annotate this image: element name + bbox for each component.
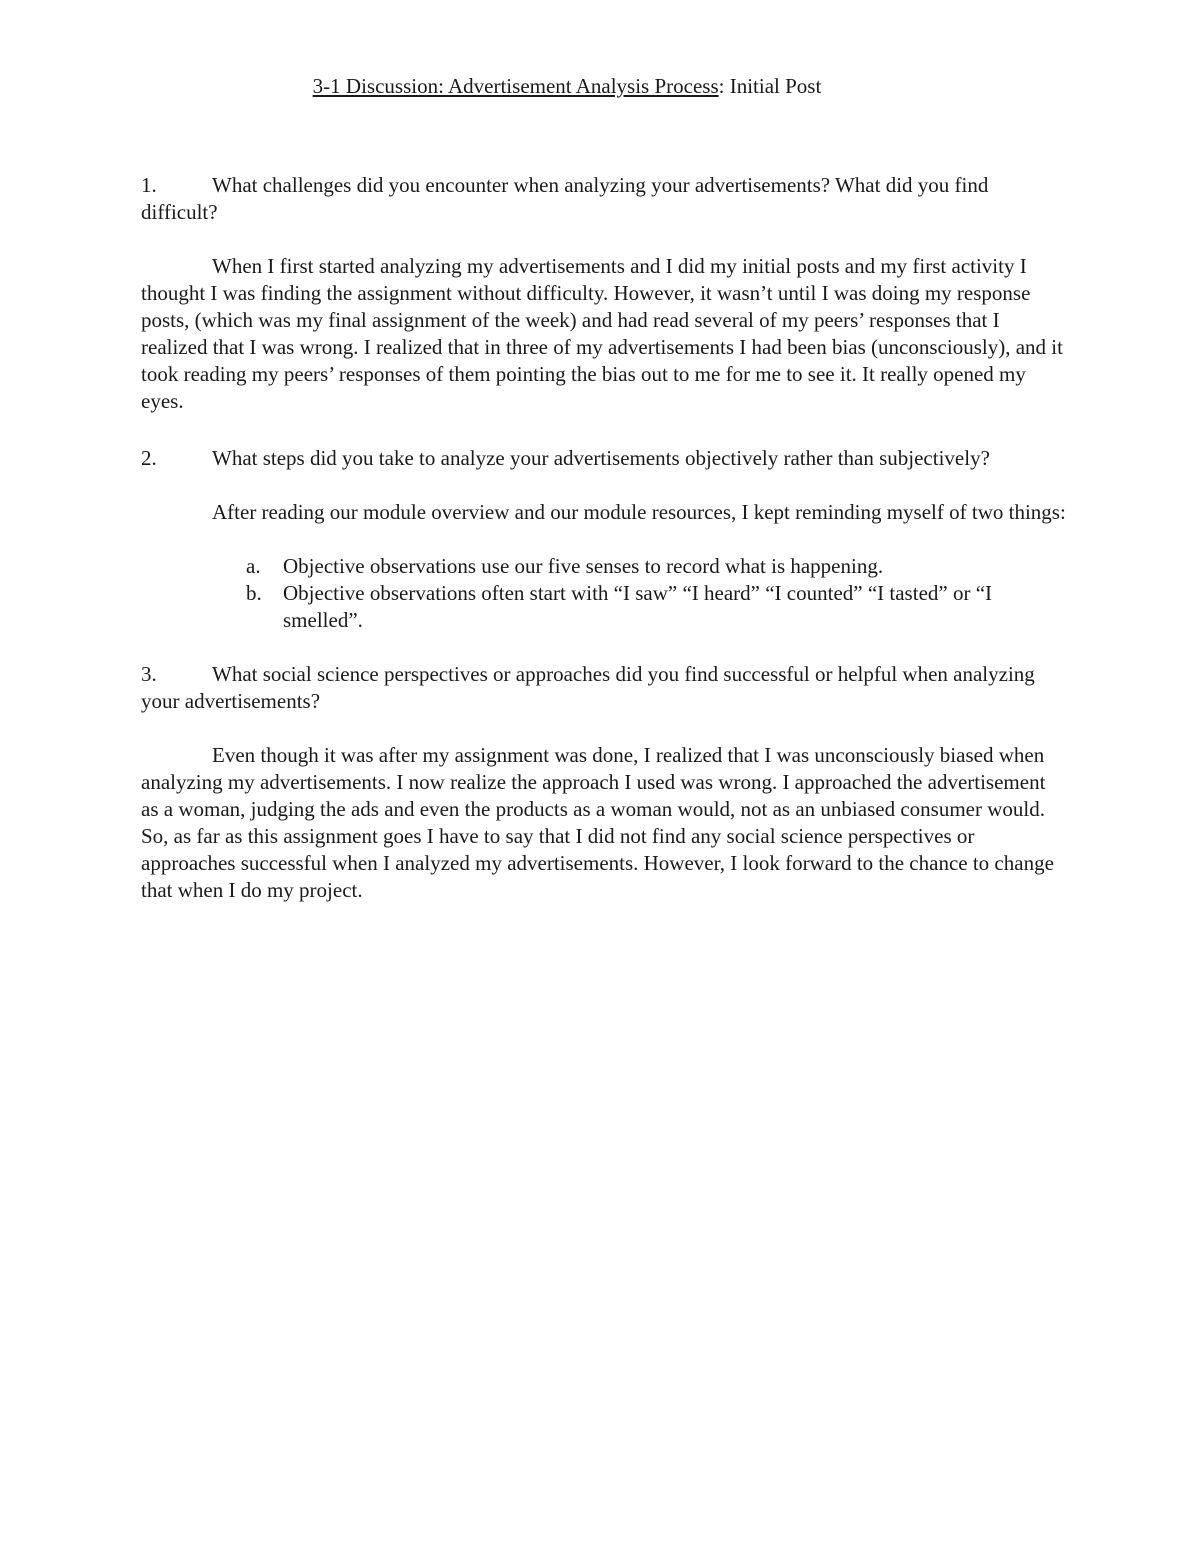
answer-2: After reading our module overview and our module resources, I kept reminding myself of two things: (212, 500, 1066, 524)
question-1 (141, 172, 1066, 226)
list-item (246, 553, 1066, 580)
document-body (141, 172, 1066, 904)
question-3 (141, 661, 1066, 715)
question-2 (141, 445, 1066, 472)
list-item-marker: a. (246, 554, 261, 578)
document-title (0, 72, 1134, 100)
list-item (246, 580, 1066, 634)
question-2-number: 2. (141, 446, 157, 470)
question-3-number: 3. (141, 662, 157, 686)
list-item-text: Objective observations use our five senses to record what is happening. (283, 554, 884, 578)
question-3-text: What social science perspectives or approaches did you find successful or helpful when analyzing your advertisements? (141, 662, 1035, 713)
question-1-number: 1. (141, 173, 157, 197)
title-suffix: : Initial Post (718, 74, 822, 98)
list-item-text: Objective observations often start with “I saw” “I heard” “I counted” “I tasted” or “I smelled”. (283, 581, 993, 632)
question-2-text: What steps did you take to analyze your advertisements objectively rather than subjectively? (212, 446, 990, 470)
list-item-marker: b. (246, 581, 262, 605)
answer-3: Even though it was after my assignment was done, I realized that I was unconsciously biased when analyzing my advertisements. I now realize the approach I used was wrong. I approached the advertisement as a woman, judging the ads and even the products as a woman would, not as an unbiased consumer would. So, as far as this assignment goes I have to say that I did not find any social science perspectives or approaches successful when I analyzed my advertisements. However, I look forward to the chance to change that when I do my project. (141, 743, 1054, 902)
answer-1: When I first started analyzing my advertisements and I did my initial posts and my first activity I thought I was finding the assignment without difficulty. However, it wasn’t until I was doing my response posts, (which was my final assignment of the week) and had read several of my peers’ responses that I realized that I was wrong. I realized that in three of my advertisements I had been bias (unconsciously), and it took reading my peers’ responses of them pointing the bias out to me for me to see it. It really opened my eyes. (141, 254, 1063, 413)
title-underlined: 3-1 Discussion: Advertisement Analysis Process (312, 74, 719, 98)
answer-2-list (141, 553, 1066, 634)
question-1-text: What challenges did you encounter when analyzing your advertisements? What did you find difficult? (141, 173, 989, 224)
